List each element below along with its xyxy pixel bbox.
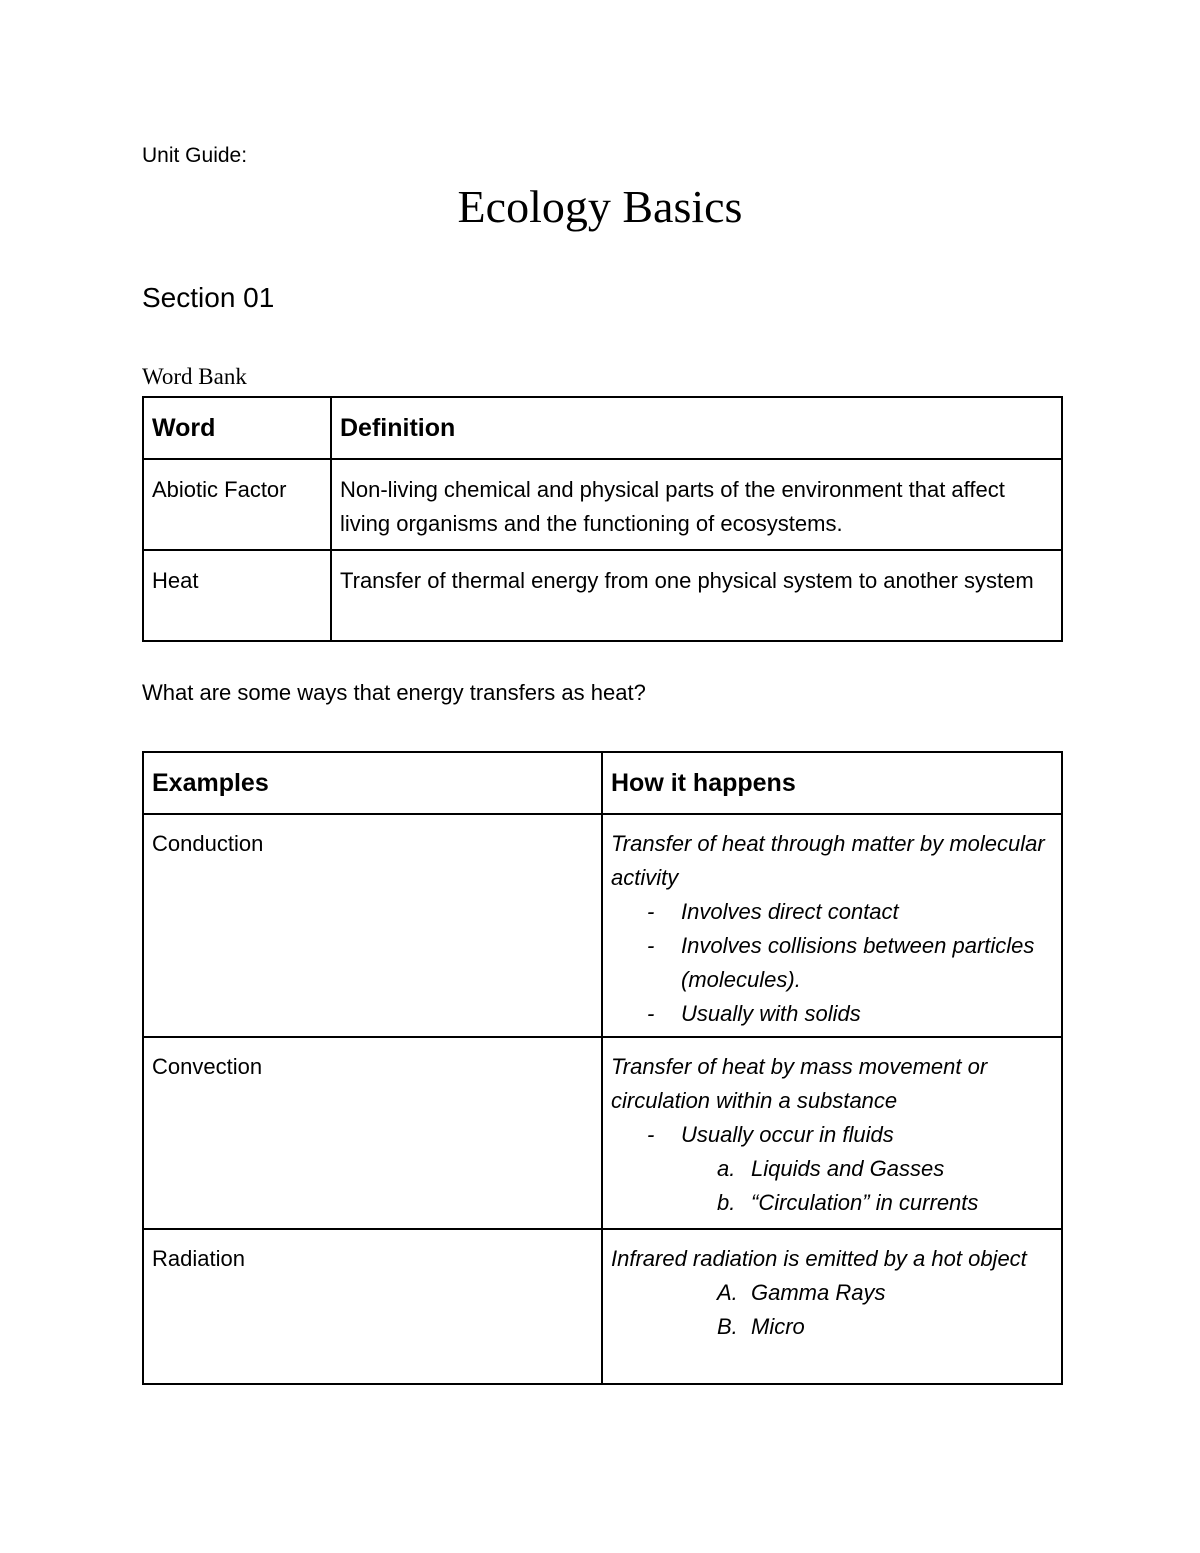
list-item: - Involves collisions between particles (molecules). — [647, 929, 1053, 997]
word-cell: Abiotic Factor — [143, 459, 331, 550]
list-marker: a. — [717, 1156, 736, 1181]
heat-transfer-table — [142, 751, 1063, 1385]
table-row — [143, 459, 1062, 550]
list-item: - Involves direct contact — [647, 895, 1053, 929]
table-row — [143, 550, 1062, 641]
list-item: - Usually occur in fluids — [647, 1118, 1053, 1152]
unit-guide-label: Unit Guide: — [142, 144, 248, 167]
list-item — [717, 1186, 1053, 1220]
list-marker: b. — [717, 1190, 736, 1215]
table-header-row — [143, 752, 1062, 814]
section-heading: Section 01 — [142, 282, 275, 313]
word-bank-label: Word Bank — [142, 364, 247, 389]
list-item: - Usually with solids — [647, 997, 1053, 1031]
description-text: Infrared radiation is emitted by a hot object — [611, 1246, 1027, 1271]
list-item-text: Liquids and Gasses — [751, 1156, 945, 1181]
example-cell: Conduction — [143, 814, 602, 1037]
list-item — [717, 1276, 1053, 1310]
document-title: Ecology Basics — [457, 181, 743, 232]
column-header-definition: Definition — [331, 397, 1062, 459]
example-cell: Convection — [143, 1037, 602, 1229]
word-bank-table — [142, 396, 1063, 642]
question-text: What are some ways that energy transfers as heat? — [142, 680, 646, 705]
list-marker: A. — [717, 1280, 738, 1305]
how-it-happens-cell — [602, 1229, 1062, 1384]
column-header-word: Word — [143, 397, 331, 459]
example-cell: Radiation — [143, 1229, 602, 1384]
column-header-examples: Examples — [143, 752, 602, 814]
definition-cell: Transfer of thermal energy from one physical system to another system — [331, 550, 1062, 641]
how-it-happens-cell — [602, 1037, 1062, 1229]
sub-list — [611, 1152, 1053, 1220]
definition-cell: Non-living chemical and physical parts of the environment that affect living organisms and the functioning of ecosystems. — [331, 459, 1062, 550]
list-marker: B. — [717, 1314, 738, 1339]
table-row — [143, 1037, 1062, 1229]
table-header-row — [143, 397, 1062, 459]
word-cell: Heat — [143, 550, 331, 641]
list-item-text: Micro — [751, 1314, 805, 1339]
description-text: Transfer of heat by mass movement or circulation within a substance — [611, 1054, 988, 1113]
description-text: Transfer of heat through matter by molecular activity — [611, 831, 1045, 890]
list-item-text: Gamma Rays — [751, 1280, 886, 1305]
list-item-text: “Circulation” in currents — [751, 1190, 979, 1215]
list-item — [717, 1310, 1053, 1344]
table-row — [143, 1229, 1062, 1384]
bullet-list — [611, 1118, 1053, 1152]
sub-list — [611, 1276, 1053, 1344]
how-it-happens-cell — [602, 814, 1062, 1037]
bullet-list — [611, 895, 1053, 1031]
column-header-how-it-happens: How it happens — [602, 752, 1062, 814]
table-row — [143, 814, 1062, 1037]
list-item — [717, 1152, 1053, 1186]
